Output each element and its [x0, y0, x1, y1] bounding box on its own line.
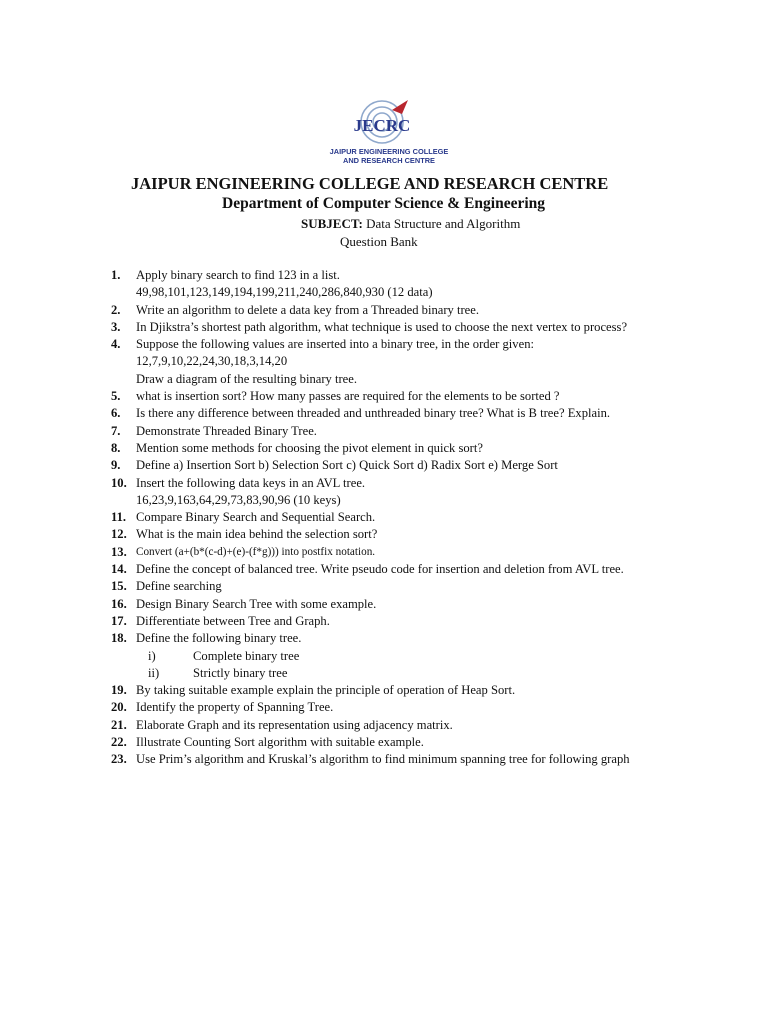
question-number: 8.	[111, 440, 121, 455]
question-item	[111, 717, 677, 734]
question-number: 1.	[111, 268, 121, 282]
question-number: 7.	[111, 423, 121, 438]
question-item	[111, 457, 677, 474]
question-text: Compare Binary Search and Sequential Search.	[136, 510, 376, 525]
question-text: Define a) Insertion Sort b) Selection Sort c) Quick Sort d) Radix Sort e) Merge Sort	[136, 458, 558, 473]
question-item	[111, 561, 677, 578]
question-item	[111, 423, 677, 440]
question-text: In Djikstra’s shortest path algorithm, what technique is used to choose the next vertex to process?	[136, 319, 628, 334]
question-text: Define the concept of balanced tree. Write pseudo code for insertion and deletion from AVL tree.	[136, 562, 624, 577]
sub-item-label: ii)	[148, 665, 160, 680]
question-text: Insert the following data keys in an AVL tree.	[136, 475, 366, 490]
subject-label: SUBJECT:	[301, 216, 363, 231]
question-text: Mention some methods for choosing the pivot element in quick sort?	[136, 440, 483, 455]
college-logo	[318, 96, 460, 170]
question-text: 49,98,101,123,149,194,199,211,240,286,840,930 (12 data)	[136, 285, 433, 300]
question-text: Apply binary search to find 123 in a list.	[136, 268, 340, 282]
question-text: Suppose the following values are inserted into a binary tree, in the order given:	[136, 337, 534, 352]
question-number: 9.	[111, 458, 121, 473]
question-text: Draw a diagram of the resulting binary tree.	[136, 371, 358, 386]
question-text: Differentiate between Tree and Graph.	[136, 613, 330, 628]
question-text: Convert (a+(b*(c-d)+(e)-(f*g))) into postfix notation.	[136, 545, 376, 558]
question-number: 6.	[111, 406, 121, 421]
department-name: Department of Computer Science & Engineering	[222, 195, 546, 212]
question-text: Identify the property of Spanning Tree.	[136, 700, 334, 715]
question-number: 14.	[111, 562, 127, 577]
sub-item	[136, 648, 677, 665]
sub-item	[136, 665, 677, 682]
subject-value: Data Structure and Algorithm	[366, 216, 521, 231]
jecrc-logo-icon	[318, 96, 460, 170]
arrow-icon	[392, 100, 408, 114]
question-item	[111, 388, 677, 405]
question-text: Demonstrate Threaded Binary Tree.	[136, 423, 317, 438]
question-item	[111, 596, 677, 613]
question-item	[111, 526, 677, 543]
question-number: 17.	[111, 613, 127, 628]
question-number: 12.	[111, 527, 127, 542]
question-number: 15.	[111, 579, 127, 594]
question-item	[111, 544, 677, 561]
question-item	[111, 630, 677, 682]
question-text: Write an algorithm to delete a data key from a Threaded binary tree.	[136, 302, 479, 317]
question-number: 20.	[111, 700, 127, 715]
question-number: 2.	[111, 302, 121, 317]
question-text: Use Prim’s algorithm and Kruskal’s algorithm to find minimum spanning tree for following graph	[136, 752, 630, 767]
question-item	[111, 302, 677, 319]
question-item	[111, 319, 677, 336]
sub-item-text: Complete binary tree	[193, 648, 300, 663]
college-name: JAIPUR ENGINEERING COLLEGE AND RESEARCH CENTRE	[131, 174, 609, 193]
question-number: 21.	[111, 717, 127, 732]
question-number: 13.	[111, 544, 127, 559]
question-item	[111, 682, 677, 699]
sub-item-text: Strictly binary tree	[193, 665, 288, 680]
question-item	[111, 440, 677, 457]
question-item	[111, 405, 677, 422]
subject-line	[301, 216, 520, 232]
question-text: Illustrate Counting Sort algorithm with suitable example.	[136, 735, 424, 750]
logo-text: JECRC	[353, 116, 411, 135]
question-text: Design Binary Search Tree with some example.	[136, 596, 377, 611]
question-list	[111, 267, 677, 769]
question-item	[111, 267, 677, 302]
question-number: 3.	[111, 319, 121, 334]
question-item	[111, 509, 677, 526]
question-text: Elaborate Graph and its representation using adjacency matrix.	[136, 717, 453, 732]
question-item	[111, 699, 677, 716]
question-text: Define the following binary tree.	[136, 631, 302, 646]
question-number: 10.	[111, 475, 127, 490]
sub-item-label: i)	[148, 648, 156, 663]
question-item	[111, 613, 677, 630]
question-number: 19.	[111, 683, 127, 698]
question-number: 4.	[111, 337, 121, 352]
question-item	[111, 578, 677, 595]
question-text: Is there any difference between threaded and unthreaded binary tree? What is B tree? Explain.	[136, 406, 611, 421]
question-number: 18.	[111, 631, 127, 646]
question-number: 16.	[111, 596, 127, 611]
question-number: 22.	[111, 735, 127, 750]
question-text: Define searching	[136, 579, 222, 594]
logo-line1: JAIPUR ENGINEERING COLLEGE	[329, 147, 449, 156]
question-text: 12,7,9,10,22,24,30,18,3,14,20	[136, 354, 288, 369]
question-text: What is the main idea behind the selection sort?	[136, 527, 378, 542]
question-number: 23.	[111, 752, 127, 767]
question-item	[111, 734, 677, 751]
question-number: 5.	[111, 389, 121, 404]
question-text: By taking suitable example explain the principle of operation of Heap Sort.	[136, 683, 516, 698]
logo-line2: AND RESEARCH CENTRE	[343, 156, 435, 165]
question-text: what is insertion sort? How many passes are required for the elements to be sorted ?	[136, 389, 560, 404]
question-item	[111, 336, 677, 388]
question-number: 11.	[111, 510, 127, 525]
doc-type: Question Bank	[340, 234, 418, 249]
question-item	[111, 475, 677, 510]
question-item	[111, 751, 677, 768]
question-text: 16,23,9,163,64,29,73,83,90,96 (10 keys)	[136, 492, 341, 507]
